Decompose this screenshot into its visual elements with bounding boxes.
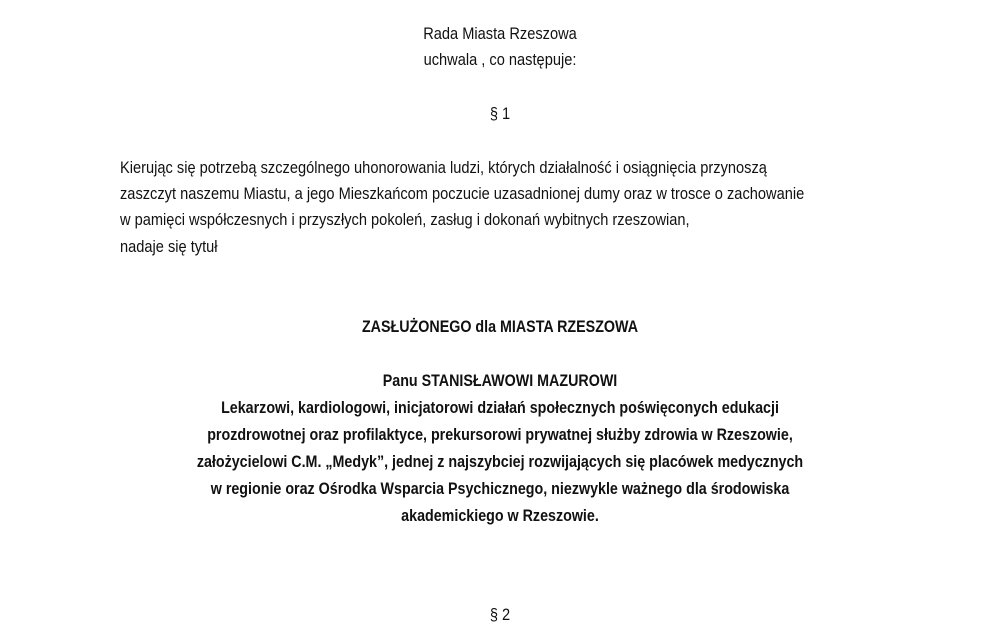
citation-line-3: założycielowi C.M. „Medyk”, jednej z najszybciej rozwijających się placówek medycznych: [196, 452, 804, 471]
award-title: ZASŁUŻONEGO dla MIASTA RZESZOWA: [361, 317, 639, 336]
council-name: Rada Miasta Rzeszowa: [423, 24, 577, 43]
paragraph-line-2: zaszczyt naszemu Miastu, a jego Mieszkańcom poczucie uzasadnionej dumy oraz w trosce o zachowanie: [120, 184, 805, 203]
award-recipient: Panu STANISŁAWOWI MAZUROWI: [382, 371, 618, 390]
paragraph-line-4: nadaje się tytuł: [120, 237, 218, 256]
section-1-mark: § 1: [489, 104, 511, 123]
paragraph-line-3: w pamięci współczesnych i przyszłych pokoleń, zasług i dokonań wybitnych rzeszowian,: [120, 210, 690, 229]
citation-line-1: Lekarzowi, kardiologowi, inicjatorowi działań społecznych poświęconych edukacji: [221, 398, 779, 417]
citation-line-5: akademickiego w Rzeszowie.: [401, 506, 599, 525]
resolution-intro: uchwala , co następuje:: [423, 50, 577, 69]
citation-line-2: prozdrowotnej oraz profilaktyce, prekursorowi prywatnej służby zdrowia w Rzeszowie,: [207, 425, 793, 444]
paragraph-line-1: Kierując się potrzebą szczególnego uhonorowania ludzi, których działalność i osiągnięcia przynoszą: [120, 158, 767, 177]
section-2-mark: § 2: [489, 605, 511, 624]
citation-line-4: w regionie oraz Ośrodka Wsparcia Psychicznego, niezwykle ważnego dla środowiska: [210, 479, 790, 498]
